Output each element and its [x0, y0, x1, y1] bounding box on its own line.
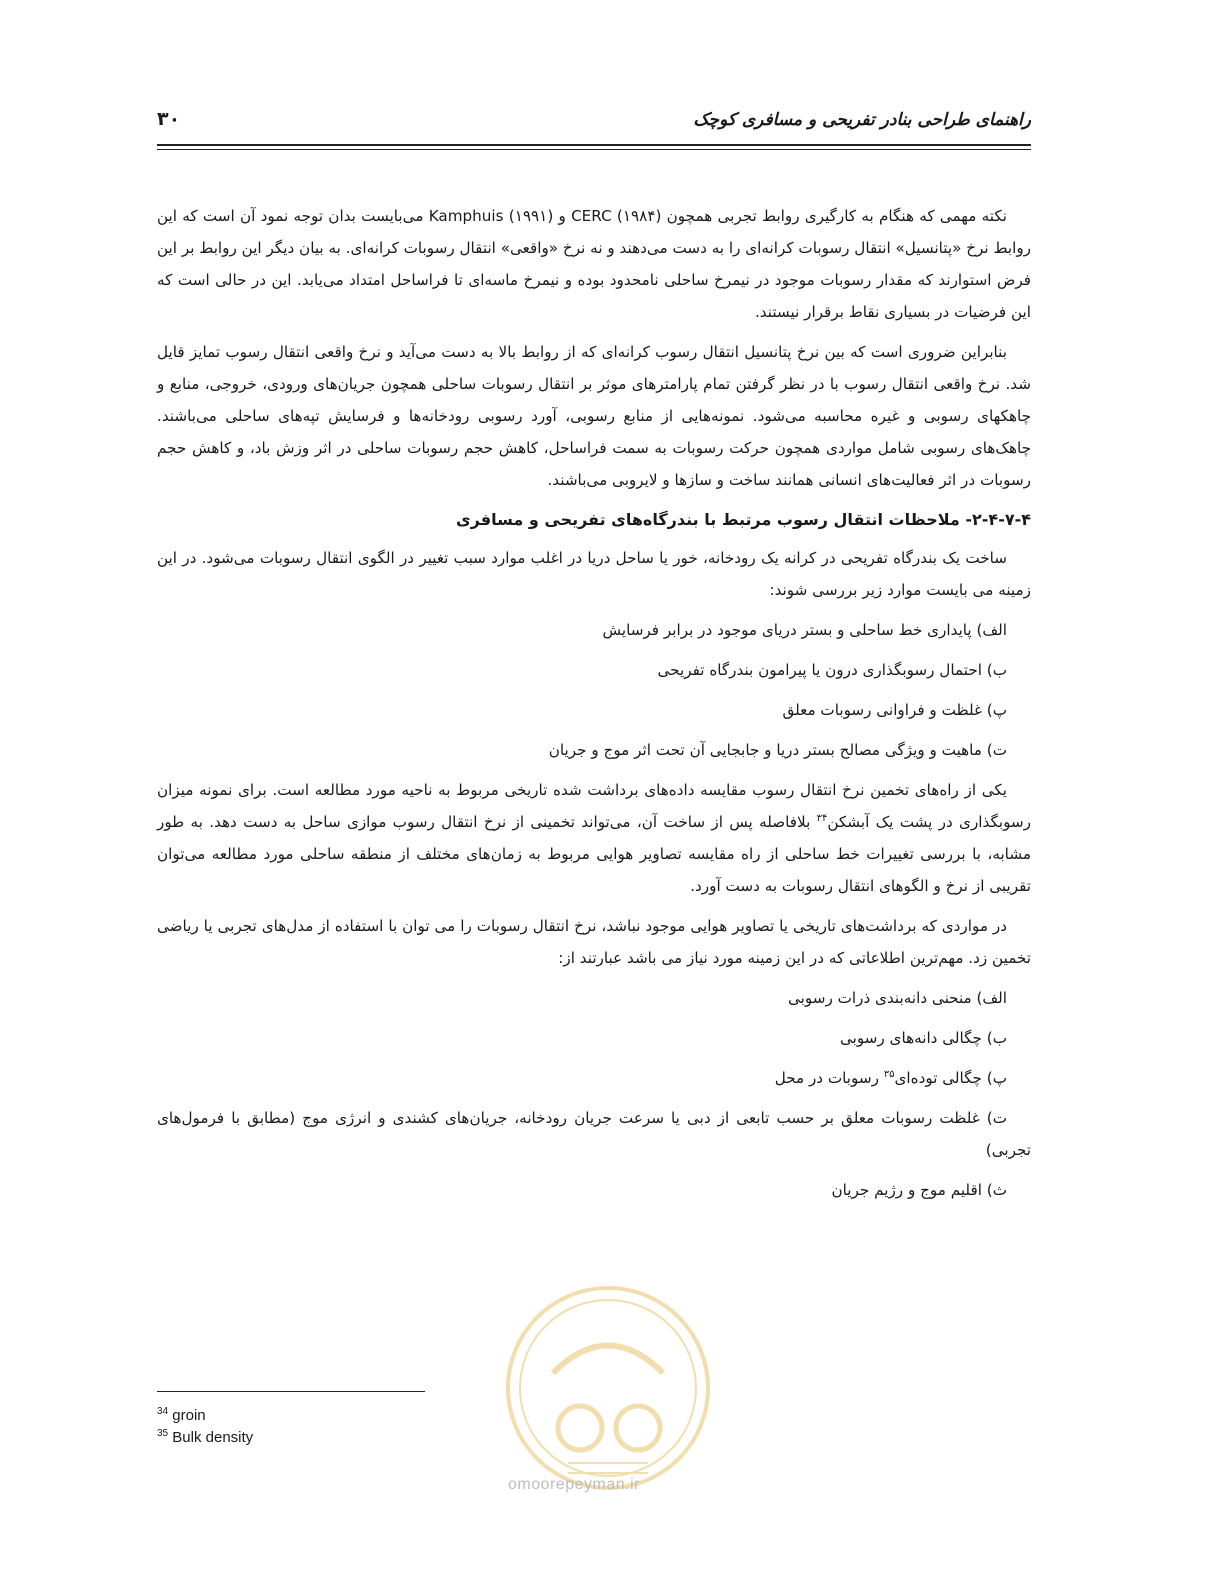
footnote-34 — [157, 1405, 427, 1427]
paragraph-4-text-b: بلافاصله پس از ساخت آن، می‌تواند تخمینی از نرخ انتقال رسوب موازی ساحل به دست دهد. به طور مشابه، با بررسی تغییرات خط ساحلی از راه مقایسه تصاویر هوایی مربوط به زمان‌های مختلف از منطقه ساحلی مورد مطالعه می‌توان تقریبی از نرخ و الگوهای انتقال رسوبات به دست آورد. — [157, 813, 1031, 895]
watermark-logo — [498, 1278, 718, 1498]
list-item-text-a: پ) چگالی توده‌ای — [894, 1069, 1007, 1087]
footnote-text: Bulk density — [172, 1429, 254, 1446]
list-item-text-b: رسوبات در محل — [774, 1069, 884, 1087]
list-item: ت) غلظت رسوبات معلق بر حسب تابعی از دبی یا سرعت جریان رودخانه، جریان‌های کشندی و انرژی موج (مطابق با فرمول‌های تجربی) — [157, 1109, 1031, 1159]
footnotes — [157, 1391, 427, 1449]
list-item: ث) اقلیم موج و رژیم جریان — [831, 1181, 1007, 1199]
header-rule-thick — [157, 144, 1031, 146]
paragraph-1: نکته مهمی که هنگام به کارگیری روابط تجربی همچون CERC (۱۹۸۴) و Kamphuis (۱۹۹۱) می‌بایست بدان توجه نمود آن است که این روابط نرخ «پتانسیل» انتقال رسوبات کرانه‌ای را به دست می‌دهند و نه نرخ «واقعی» انتقال رسوبات کرانه‌ای. به بیان دیگر این روابط بر این فرض استوارند که مقدار رسوبات موجود در نیمرخ ساحلی نامحدود بوده و نیمرخ ماسه‌ای تا فراساحل امتداد می‌یابد. این در حالی است که این فرضیات در بسیاری نقاط برقرار نیستند. — [157, 207, 1031, 321]
section-heading: ۲-۴-۷-۴- ملاحظات انتقال رسوب مرتبط با بندرگاه‌های تفریحی و مسافری — [456, 510, 1031, 529]
footnote-number: 35 — [157, 1428, 169, 1439]
footnote-35 — [157, 1427, 427, 1449]
footnote-ref-34: ۳۴ — [816, 812, 828, 824]
header-rule-thin — [157, 149, 1031, 150]
list-item: الف) پایداری خط ساحلی و بستر دریای موجود در برابر فرسایش — [602, 621, 1007, 639]
paragraph-3: ساخت یک بندرگاه تفریحی در کرانه یک رودخانه، خور یا ساحل دریا در اغلب موارد سبب تغییر در الگوی انتقال رسوبات می‌شود. در این زمینه می بایست موارد زیر بررسی شوند: — [157, 549, 1031, 599]
paragraph-5: در مواردی که برداشت‌های تاریخی یا تصاویر هوایی موجود نباشد، نرخ انتقال رسوبات را می توان با استفاده از مدل‌های تجربی یا ریاضی تخمین زد. مهم‌ترین اطلاعاتی که در این زمینه مورد نیاز می باشد عبارتند از: — [157, 917, 1031, 967]
paragraph-2: بنابراین ضروری است که بین نرخ پتانسیل انتقال رسوب کرانه‌ای که از روابط بالا به دست می‌آید و نرخ واقعی انتقال رسوب تمایز قایل شد. نرخ واقعی انتقال رسوب با در نظر گرفتن تمام پارامترهای موثر بر انتقال رسوبات ساحلی همچون جریان‌های ورودی، خروجی، منابع و چاهکهای رسوبی و غیره محاسبه می‌شود. نمونه‌هایی از منابع رسوبی، آورد رسوبی رودخانه‌ها و فرسایش تپه‌های ساحلی می‌باشند. چاهک‌های رسوبی شامل مواردی همچون حرکت رسوبات به سمت فراساحل، کاهش حجم رسوبات ساحلی در اثر وزش باد، و کاهش حجم رسوبات در اثر فعالیت‌های انسانی همانند ساخت و سازها و لایروبی می‌باشند. — [157, 343, 1031, 489]
list-item: ت) ماهیت و ویژگی مصالح بستر دریا و جابجایی آن تحت اثر موج و جریان — [548, 741, 1007, 759]
running-title: راهنمای طراحی بنادر تفریحی و مسافری کوچک — [693, 110, 1031, 130]
page-number: ۳۰ — [157, 108, 181, 130]
list-item: ب) احتمال رسوبگذاری درون یا پیرامون بندرگاه تفریحی — [657, 661, 1007, 679]
paragraph-4-text-a: یکی از راه‌های تخمین نرخ انتقال رسوب مقایسه داده‌های برداشت شده تاریخی مربوط به ناحیه مورد مطالعه است. برای نمونه میزان رسوبگذاری در پشت یک آبشکن — [157, 781, 1031, 831]
paragraph-4 — [157, 774, 1031, 902]
footnote-number: 34 — [157, 1406, 169, 1417]
watermark-url: omoorepeyman.ir — [508, 1476, 640, 1493]
body-text — [157, 200, 1031, 1214]
list-item — [157, 1062, 1031, 1094]
list-item: الف) منحنی دانه‌بندی ذرات رسوبی — [788, 989, 1007, 1007]
list-item: ب) چگالی دانه‌های رسوبی — [839, 1029, 1007, 1047]
footnote-text: groin — [172, 1407, 206, 1424]
list-item: پ) غلظت و فراوانی رسوبات معلق — [782, 701, 1007, 719]
footnote-rule — [157, 1391, 425, 1392]
page-header — [157, 110, 1031, 144]
footnote-ref-35: ۳۵ — [883, 1068, 895, 1080]
